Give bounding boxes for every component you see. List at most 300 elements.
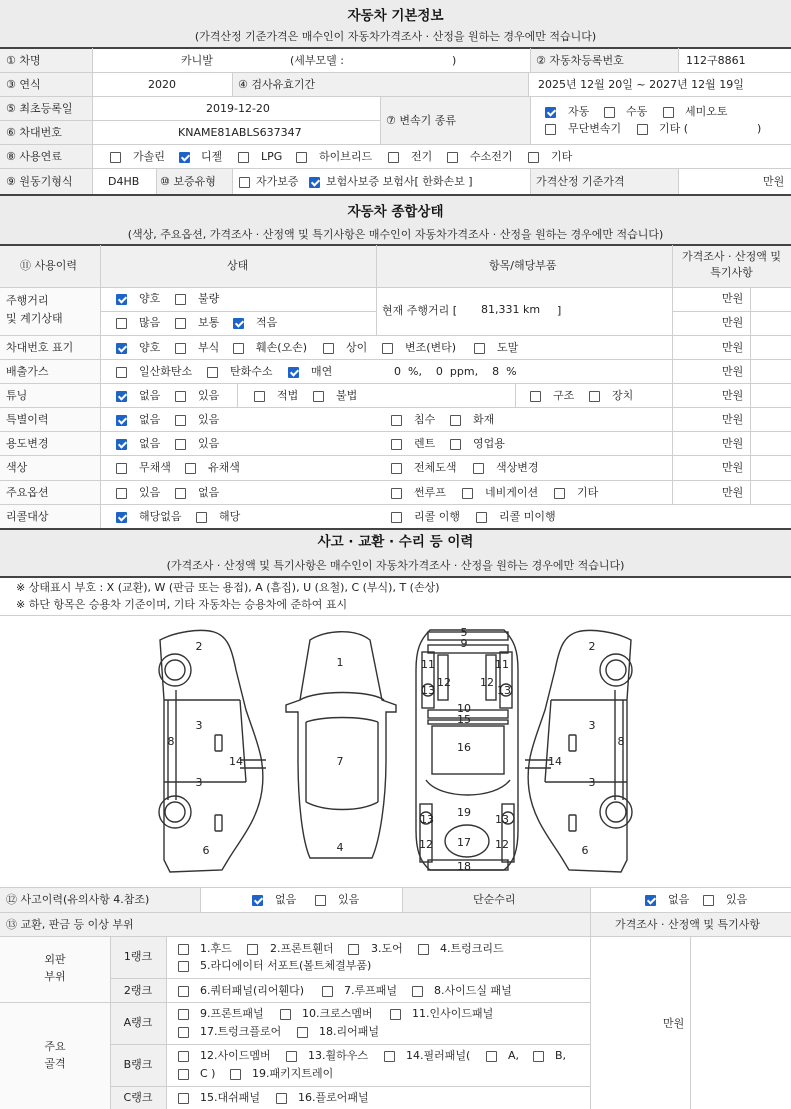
warranty-self-checkbox[interactable] xyxy=(239,177,250,188)
part-11-checkbox[interactable] xyxy=(390,1009,401,1020)
fuel-label: ⑧ 사용연료 xyxy=(6,150,62,163)
rent-label: 렌트 xyxy=(414,437,436,450)
sunroof-checkbox[interactable] xyxy=(391,488,402,499)
em-smoke-checkbox[interactable] xyxy=(288,367,299,378)
outer-panel-label1: 외판 xyxy=(44,953,66,966)
divider xyxy=(232,72,233,96)
vin-stolen-checkbox[interactable] xyxy=(474,343,485,354)
option-exists-checkbox[interactable] xyxy=(116,488,127,499)
detail-model-close: ) xyxy=(452,54,457,67)
tuning-illegal-checkbox[interactable] xyxy=(313,391,324,402)
price-base-label: 가격산정 기준가격 xyxy=(536,175,625,188)
simple-repair-none-checkbox[interactable] xyxy=(645,895,656,906)
fuel-lpg-checkbox[interactable] xyxy=(238,152,249,163)
divider xyxy=(530,96,531,144)
divider xyxy=(376,245,377,335)
part-13-label: 13.휠하우스 xyxy=(308,1049,368,1062)
car-name-label: ① 차명 xyxy=(6,54,41,67)
divider xyxy=(672,245,673,505)
color-change-label: 색상변경 xyxy=(496,461,539,474)
divider xyxy=(237,383,238,407)
year-label: ③ 연식 xyxy=(6,78,41,91)
svg-text:12: 12 xyxy=(480,676,494,689)
divider xyxy=(110,978,590,979)
emission-values: 0 %, 0 ppm, 8 % xyxy=(394,365,517,378)
tuning-exists-label: 있음 xyxy=(198,389,220,402)
svg-text:12: 12 xyxy=(419,838,433,851)
navi-label: 네비게이션 xyxy=(485,486,539,499)
vin: KNAME81ABLS637347 xyxy=(178,126,302,139)
trans-etc-close: ) xyxy=(757,122,762,135)
section3-note: (가격조사 · 산정액 및 특기사항은 매수인이 자동차가격조사 · 산정을 원하는 경우에만 적습니다) xyxy=(166,559,625,572)
recall-yes-checkbox[interactable] xyxy=(196,512,207,523)
recall-label: 리콜대상 xyxy=(6,510,49,523)
recall-na-label: 해당없음 xyxy=(139,510,182,523)
price-unit: 만원 xyxy=(722,413,744,426)
svg-text:6: 6 xyxy=(202,844,210,857)
price-unit: 만원 xyxy=(722,461,744,474)
vin-stolen-label: 도말 xyxy=(497,341,519,354)
usage-change-label: 용도변경 xyxy=(6,437,49,450)
fire-label: 화재 xyxy=(473,413,495,426)
col-price-line2: 특기사항 xyxy=(710,266,753,279)
vin-corrode-checkbox[interactable] xyxy=(175,343,186,354)
vin-alter-checkbox[interactable] xyxy=(382,343,393,354)
simple-repair-exists-label: 있음 xyxy=(726,893,748,906)
vin-alter-label: 변조(변타) xyxy=(405,341,457,354)
part-6-checkbox[interactable] xyxy=(178,986,189,997)
accident-history-label: ⑫ 사고이력(유의사항 4.참조) xyxy=(6,893,150,906)
svg-text:13: 13 xyxy=(420,813,434,826)
simple-repair-none-label: 없음 xyxy=(668,893,690,906)
accident-none-checkbox[interactable] xyxy=(252,895,263,906)
svg-text:12: 12 xyxy=(495,838,509,851)
mileage-close: ] xyxy=(557,304,562,317)
usage-exists-checkbox[interactable] xyxy=(175,439,186,450)
warranty-self-label: 자가보증 xyxy=(256,175,299,188)
divider xyxy=(0,168,791,169)
price-unit: 만원 xyxy=(722,389,744,402)
special-exists-label: 있음 xyxy=(198,413,220,426)
vin-damage-label: 훼손(오손) xyxy=(256,341,308,354)
tuning-structure-checkbox[interactable] xyxy=(530,391,541,402)
svg-text:12: 12 xyxy=(437,676,451,689)
frame-label2: 골격 xyxy=(44,1057,66,1070)
inspect-period: 2025년 12월 20일 ~ 2027년 12월 19일 xyxy=(538,78,744,91)
accident-none-label: 없음 xyxy=(275,893,297,906)
tuning-none-label: 없음 xyxy=(139,389,161,402)
vin-good-label: 양호 xyxy=(139,341,161,354)
fuel-hydrogen-checkbox[interactable] xyxy=(447,152,458,163)
fuel-etc-checkbox[interactable] xyxy=(528,152,539,163)
svg-text:4: 4 xyxy=(336,841,344,854)
pillar-c-checkbox[interactable] xyxy=(178,1069,189,1080)
svg-text:8: 8 xyxy=(167,735,175,748)
part-17-checkbox[interactable] xyxy=(178,1027,189,1038)
part-19-label: 19.패키지트레이 xyxy=(252,1067,334,1080)
navi-checkbox[interactable] xyxy=(462,488,473,499)
vin-label: ⑥ 차대번호 xyxy=(6,126,62,139)
current-mileage-label: 현재 주행거리 [ xyxy=(382,304,458,317)
divider xyxy=(590,887,591,912)
pillar-a-label: A, xyxy=(508,1049,520,1062)
section3-title: 사고 · 교환 · 수리 등 이력 xyxy=(317,534,474,550)
part-7-checkbox[interactable] xyxy=(322,986,333,997)
achromatic-label: 무채색 xyxy=(139,461,171,474)
part-10-label: 10.크로스멤버 xyxy=(302,1007,373,1020)
svg-text:13: 13 xyxy=(497,684,511,697)
divider xyxy=(672,311,791,312)
pillar-a-checkbox[interactable] xyxy=(486,1051,497,1062)
rent-checkbox[interactable] xyxy=(391,439,402,450)
price-unit: 만원 xyxy=(722,365,744,378)
divider xyxy=(0,194,791,196)
svg-text:8: 8 xyxy=(617,735,625,748)
divider xyxy=(0,96,791,97)
option-exists-label: 있음 xyxy=(139,486,161,499)
special-exists-checkbox[interactable] xyxy=(175,415,186,426)
engine: D4HB xyxy=(108,175,140,188)
warranty-insurance-label: 보험사보증 보험사[ 한화손보 ] xyxy=(326,175,473,188)
fuel-diesel-label: 디젤 xyxy=(201,150,223,163)
svg-text:3: 3 xyxy=(195,776,203,789)
special-none-checkbox[interactable] xyxy=(116,415,127,426)
section2-title: 자동차 종합상태 xyxy=(347,204,444,220)
pillar-c-label: C ) xyxy=(200,1067,216,1080)
divider xyxy=(530,48,531,72)
warranty-label: ⑩ 보증유형 xyxy=(160,175,216,188)
color-change-checkbox[interactable] xyxy=(473,463,484,474)
tuning-device-checkbox[interactable] xyxy=(589,391,600,402)
trans-semi-label: 세미오토 xyxy=(685,105,728,118)
part-9-label: 9.프론트패널 xyxy=(200,1007,264,1020)
rank1-label: 1랭크 xyxy=(123,950,153,963)
divider xyxy=(678,48,679,72)
outer-panel-label2: 부위 xyxy=(44,970,66,983)
tuning-exists-checkbox[interactable] xyxy=(175,391,186,402)
chromatic-label: 유채색 xyxy=(208,461,240,474)
recall-done-label: 리콜 이행 xyxy=(414,510,461,523)
part-12-label: 12.사이드멤버 xyxy=(200,1049,271,1062)
svg-text:2: 2 xyxy=(195,640,203,653)
part-5-checkbox[interactable] xyxy=(178,961,189,972)
price-base-unit: 만원 xyxy=(763,175,785,188)
part-3-checkbox[interactable] xyxy=(348,944,359,955)
part-8-label: 8.사이드실 패널 xyxy=(434,984,512,997)
svg-text:16: 16 xyxy=(457,741,471,754)
trans-cvt-label: 무단변속기 xyxy=(568,122,622,135)
mileage-label-line1: 주행거리 xyxy=(6,294,49,307)
mileage-value: 81,331 km xyxy=(481,303,541,316)
svg-text:6: 6 xyxy=(581,844,589,857)
legend-line1: ※ 상태표시 부호 : X (교환), W (판금 또는 용접), A (흠집), U (요철), C (부식), T (손상) xyxy=(16,581,440,594)
part-9-checkbox[interactable] xyxy=(178,1009,189,1020)
svg-text:13: 13 xyxy=(421,684,435,697)
divider xyxy=(528,72,529,96)
color-label: 색상 xyxy=(6,461,28,474)
recall-yes-label: 해당 xyxy=(219,510,241,523)
divider xyxy=(0,1002,590,1003)
right-side-view xyxy=(525,630,632,872)
part-7-label: 7.루프패널 xyxy=(344,984,397,997)
svg-text:14: 14 xyxy=(229,755,243,768)
tuning-illegal-label: 불법 xyxy=(336,389,358,402)
divider xyxy=(92,48,93,194)
meter-good-checkbox[interactable] xyxy=(116,294,127,305)
part-19-checkbox[interactable] xyxy=(230,1069,241,1080)
svg-text:5: 5 xyxy=(460,626,468,639)
vin-damage-checkbox[interactable] xyxy=(233,343,244,354)
tuning-device-label: 장치 xyxy=(612,389,634,402)
part-4-label: 4.트렁크리드 xyxy=(440,942,504,955)
em-hc-checkbox[interactable] xyxy=(207,367,218,378)
recall-notdone-checkbox[interactable] xyxy=(476,512,487,523)
mileage-many-checkbox[interactable] xyxy=(116,318,127,329)
svg-text:18: 18 xyxy=(457,860,471,873)
divider xyxy=(0,72,791,73)
em-smoke-label: 매연 xyxy=(311,365,333,378)
price-unit: 만원 xyxy=(722,437,744,450)
svg-text:3: 3 xyxy=(588,719,596,732)
divider xyxy=(380,96,381,144)
svg-text:1: 1 xyxy=(336,656,344,669)
trans-cvt-checkbox[interactable] xyxy=(545,124,556,135)
svg-text:3: 3 xyxy=(588,776,596,789)
simple-repair-exists-checkbox[interactable] xyxy=(703,895,714,906)
part-11-label: 11.인사이드패널 xyxy=(412,1007,494,1020)
label-bg xyxy=(0,49,92,194)
rankA-label: A랭크 xyxy=(123,1016,153,1029)
exchange-label: ⑬ 교환, 판금 등 이상 부위 xyxy=(6,918,134,931)
rankB-label: B랭크 xyxy=(123,1058,153,1071)
em-hc-label: 탄화수소 xyxy=(230,365,273,378)
option-etc-checkbox[interactable] xyxy=(554,488,565,499)
part-18-checkbox[interactable] xyxy=(297,1027,308,1038)
divider xyxy=(515,383,516,407)
pillar-b-label: B, xyxy=(555,1049,567,1062)
tuning-legal-label: 적법 xyxy=(277,389,299,402)
frame-label1: 주요 xyxy=(44,1040,66,1053)
sunroof-label: 썬루프 xyxy=(414,486,446,499)
meter-good-label: 양호 xyxy=(139,292,161,305)
part-12-checkbox[interactable] xyxy=(178,1051,189,1062)
flood-label: 침수 xyxy=(414,413,436,426)
fuel-electric-checkbox[interactable] xyxy=(388,152,399,163)
part-2-checkbox[interactable] xyxy=(247,944,258,955)
fuel-electric-label: 전기 xyxy=(411,150,433,163)
car-diagram xyxy=(0,616,791,888)
fuel-hydrogen-label: 수소전기 xyxy=(470,150,513,163)
svg-text:19: 19 xyxy=(457,806,471,819)
section2-note: (색상, 주요옵션, 가격조사 · 산정액 및 특기사항은 매수인이 자동차가격조사 · 산정을 원하는 경우에만 적습니다) xyxy=(127,228,664,241)
vin-good-checkbox[interactable] xyxy=(116,343,127,354)
flood-checkbox[interactable] xyxy=(391,415,402,426)
col-history: ⑪ 사용이력 xyxy=(20,259,78,272)
part-10-checkbox[interactable] xyxy=(280,1009,291,1020)
tuning-label: 튜닝 xyxy=(6,389,28,402)
divider xyxy=(200,887,201,912)
mileage-normal-label: 보통 xyxy=(198,316,220,329)
part-15-checkbox[interactable] xyxy=(178,1093,189,1104)
special-history-label: 특별이력 xyxy=(6,413,49,426)
business-checkbox[interactable] xyxy=(450,439,461,450)
recall-na-checkbox[interactable] xyxy=(116,512,127,523)
simple-repair-label: 단순수리 xyxy=(473,893,516,906)
divider xyxy=(0,144,791,145)
rankC-label: C랭크 xyxy=(123,1091,153,1104)
recall-notdone-label: 리콜 미이행 xyxy=(499,510,556,523)
svg-text:11: 11 xyxy=(421,658,435,671)
section1-note: (가격산정 기준가격은 매수인이 자동차가격조사 · 산정을 원하는 경우에만 적습니다) xyxy=(194,30,597,43)
col-status: 상태 xyxy=(227,259,249,272)
svg-text:2: 2 xyxy=(588,640,596,653)
chromatic-checkbox[interactable] xyxy=(185,463,196,474)
fuel-etc-label: 기타 xyxy=(551,150,573,163)
price-unit: 만원 xyxy=(722,486,744,499)
trans-label: ⑦ 변속기 종류 xyxy=(386,114,456,127)
svg-text:14: 14 xyxy=(548,755,562,768)
part-14-checkbox[interactable] xyxy=(384,1051,395,1062)
usage-none-checkbox[interactable] xyxy=(116,439,127,450)
meter-bad-checkbox[interactable] xyxy=(175,294,186,305)
mileage-label-line2: 및 계기상태 xyxy=(6,312,63,325)
option-label: 주요옵션 xyxy=(6,486,49,499)
mileage-few-checkbox[interactable] xyxy=(233,318,244,329)
fuel-hybrid-checkbox[interactable] xyxy=(296,152,307,163)
car-name: 카니발 xyxy=(181,54,213,67)
part-3-label: 3.도어 xyxy=(371,942,403,955)
svg-text:7: 7 xyxy=(336,755,344,768)
part-1-label: 1.후드 xyxy=(200,942,232,955)
divider xyxy=(530,168,531,194)
trans-manual-label: 수동 xyxy=(626,105,648,118)
full-paint-checkbox[interactable] xyxy=(391,463,402,474)
divider xyxy=(110,1086,590,1087)
fuel-gasoline-checkbox[interactable] xyxy=(110,152,121,163)
option-none-checkbox[interactable] xyxy=(175,488,186,499)
divider xyxy=(590,912,591,1109)
divider xyxy=(690,936,691,1109)
usage-exists-label: 있음 xyxy=(198,437,220,450)
legend-line2: ※ 하단 항목은 승용차 기준이며, 기타 자동차는 승용차에 준하여 표시 xyxy=(16,598,348,611)
first-reg: 2019-12-20 xyxy=(206,102,270,115)
section1-title: 자동차 기본정보 xyxy=(347,8,444,24)
mileage-many-label: 많음 xyxy=(139,316,161,329)
divider xyxy=(0,120,380,121)
svg-text:15: 15 xyxy=(457,713,471,726)
vin-mark-label: 차대번호 표기 xyxy=(6,341,74,354)
part-2-label: 2.프론트휀더 xyxy=(270,942,334,955)
part-8-checkbox[interactable] xyxy=(412,986,423,997)
em-co-checkbox[interactable] xyxy=(116,367,127,378)
part-6-label: 6.쿼터패널(리어휀다) xyxy=(200,984,305,997)
meter-bad-label: 불량 xyxy=(198,292,220,305)
price-unit: 만원 xyxy=(722,316,744,329)
fuel-gasoline-label: 가솔린 xyxy=(133,150,165,163)
first-reg-label: ⑤ 최초등록일 xyxy=(6,102,73,115)
engine-label: ⑨ 원동기형식 xyxy=(6,175,73,188)
pillar-b-checkbox[interactable] xyxy=(533,1051,544,1062)
accident-exists-checkbox[interactable] xyxy=(315,895,326,906)
svg-text:17: 17 xyxy=(457,836,471,849)
business-label: 영업용 xyxy=(473,437,505,450)
exchange-price-unit: 만원 xyxy=(663,1017,685,1030)
warranty-insurance-checkbox[interactable] xyxy=(309,177,320,188)
part-5-label: 5.라디에이터 서포트(볼트체결부품) xyxy=(200,959,372,972)
part-18-label: 18.리어패널 xyxy=(319,1025,379,1038)
year: 2020 xyxy=(148,78,176,91)
part-4-checkbox[interactable] xyxy=(418,944,429,955)
usage-none-label: 없음 xyxy=(139,437,161,450)
fire-checkbox[interactable] xyxy=(450,415,461,426)
trans-etc-label: 기타 ( xyxy=(659,122,689,135)
fuel-diesel-checkbox[interactable] xyxy=(179,152,190,163)
part-14-label: 14.필러패널( xyxy=(406,1049,471,1062)
col-price-line1: 가격조사 · 산정액 및 xyxy=(682,250,781,263)
price-unit: 만원 xyxy=(722,292,744,305)
tuning-legal-checkbox[interactable] xyxy=(254,391,265,402)
vin-diff-checkbox[interactable] xyxy=(323,343,334,354)
svg-text:10: 10 xyxy=(457,702,471,715)
left-side-view xyxy=(159,630,266,872)
divider xyxy=(232,168,233,194)
rank2-label: 2랭크 xyxy=(123,984,153,997)
mileage-few-label: 적음 xyxy=(256,316,278,329)
divider xyxy=(750,287,751,505)
part-16-checkbox[interactable] xyxy=(276,1093,287,1104)
tuning-none-checkbox[interactable] xyxy=(116,391,127,402)
svg-text:9: 9 xyxy=(460,637,468,650)
part-15-label: 15.대쉬패널 xyxy=(200,1091,260,1104)
svg-text:13: 13 xyxy=(495,813,509,826)
divider xyxy=(166,936,167,1109)
achromatic-checkbox[interactable] xyxy=(116,463,127,474)
fuel-lpg-label: LPG xyxy=(261,150,283,163)
divider xyxy=(100,245,101,529)
mileage-normal-checkbox[interactable] xyxy=(175,318,186,329)
divider xyxy=(110,1044,590,1045)
accident-exists-label: 있음 xyxy=(338,893,360,906)
part-13-checkbox[interactable] xyxy=(286,1051,297,1062)
recall-done-checkbox[interactable] xyxy=(391,512,402,523)
trans-etc-checkbox[interactable] xyxy=(637,124,648,135)
part-1-checkbox[interactable] xyxy=(178,944,189,955)
price-unit: 만원 xyxy=(722,341,744,354)
divider xyxy=(678,168,679,194)
special-none-label: 없음 xyxy=(139,413,161,426)
option-etc-label: 기타 xyxy=(577,486,599,499)
trans-auto-checkbox[interactable] xyxy=(545,107,556,118)
reg-no-label: ② 자동차등록번호 xyxy=(536,54,624,67)
trans-auto-label: 자동 xyxy=(568,105,590,118)
em-co-label: 일산화탄소 xyxy=(139,365,193,378)
detail-model-label: (세부모델 : xyxy=(290,54,344,67)
part-16-label: 16.플로어패널 xyxy=(298,1091,369,1104)
vin-diff-label: 상이 xyxy=(346,341,368,354)
reg-no: 112구8861 xyxy=(686,54,746,67)
divider xyxy=(156,168,157,194)
svg-text:3: 3 xyxy=(195,719,203,732)
tuning-structure-label: 구조 xyxy=(553,389,575,402)
part-17-label: 17.트렁크플로어 xyxy=(200,1025,282,1038)
divider xyxy=(100,311,376,312)
trans-semi-checkbox[interactable] xyxy=(663,107,674,118)
divider xyxy=(402,887,403,912)
trans-manual-checkbox[interactable] xyxy=(604,107,615,118)
inspect-label: ④ 검사유효기간 xyxy=(238,78,316,91)
svg-text:11: 11 xyxy=(495,658,509,671)
price-note-label: 가격조사 · 산정액 및 특기사항 xyxy=(615,918,760,931)
